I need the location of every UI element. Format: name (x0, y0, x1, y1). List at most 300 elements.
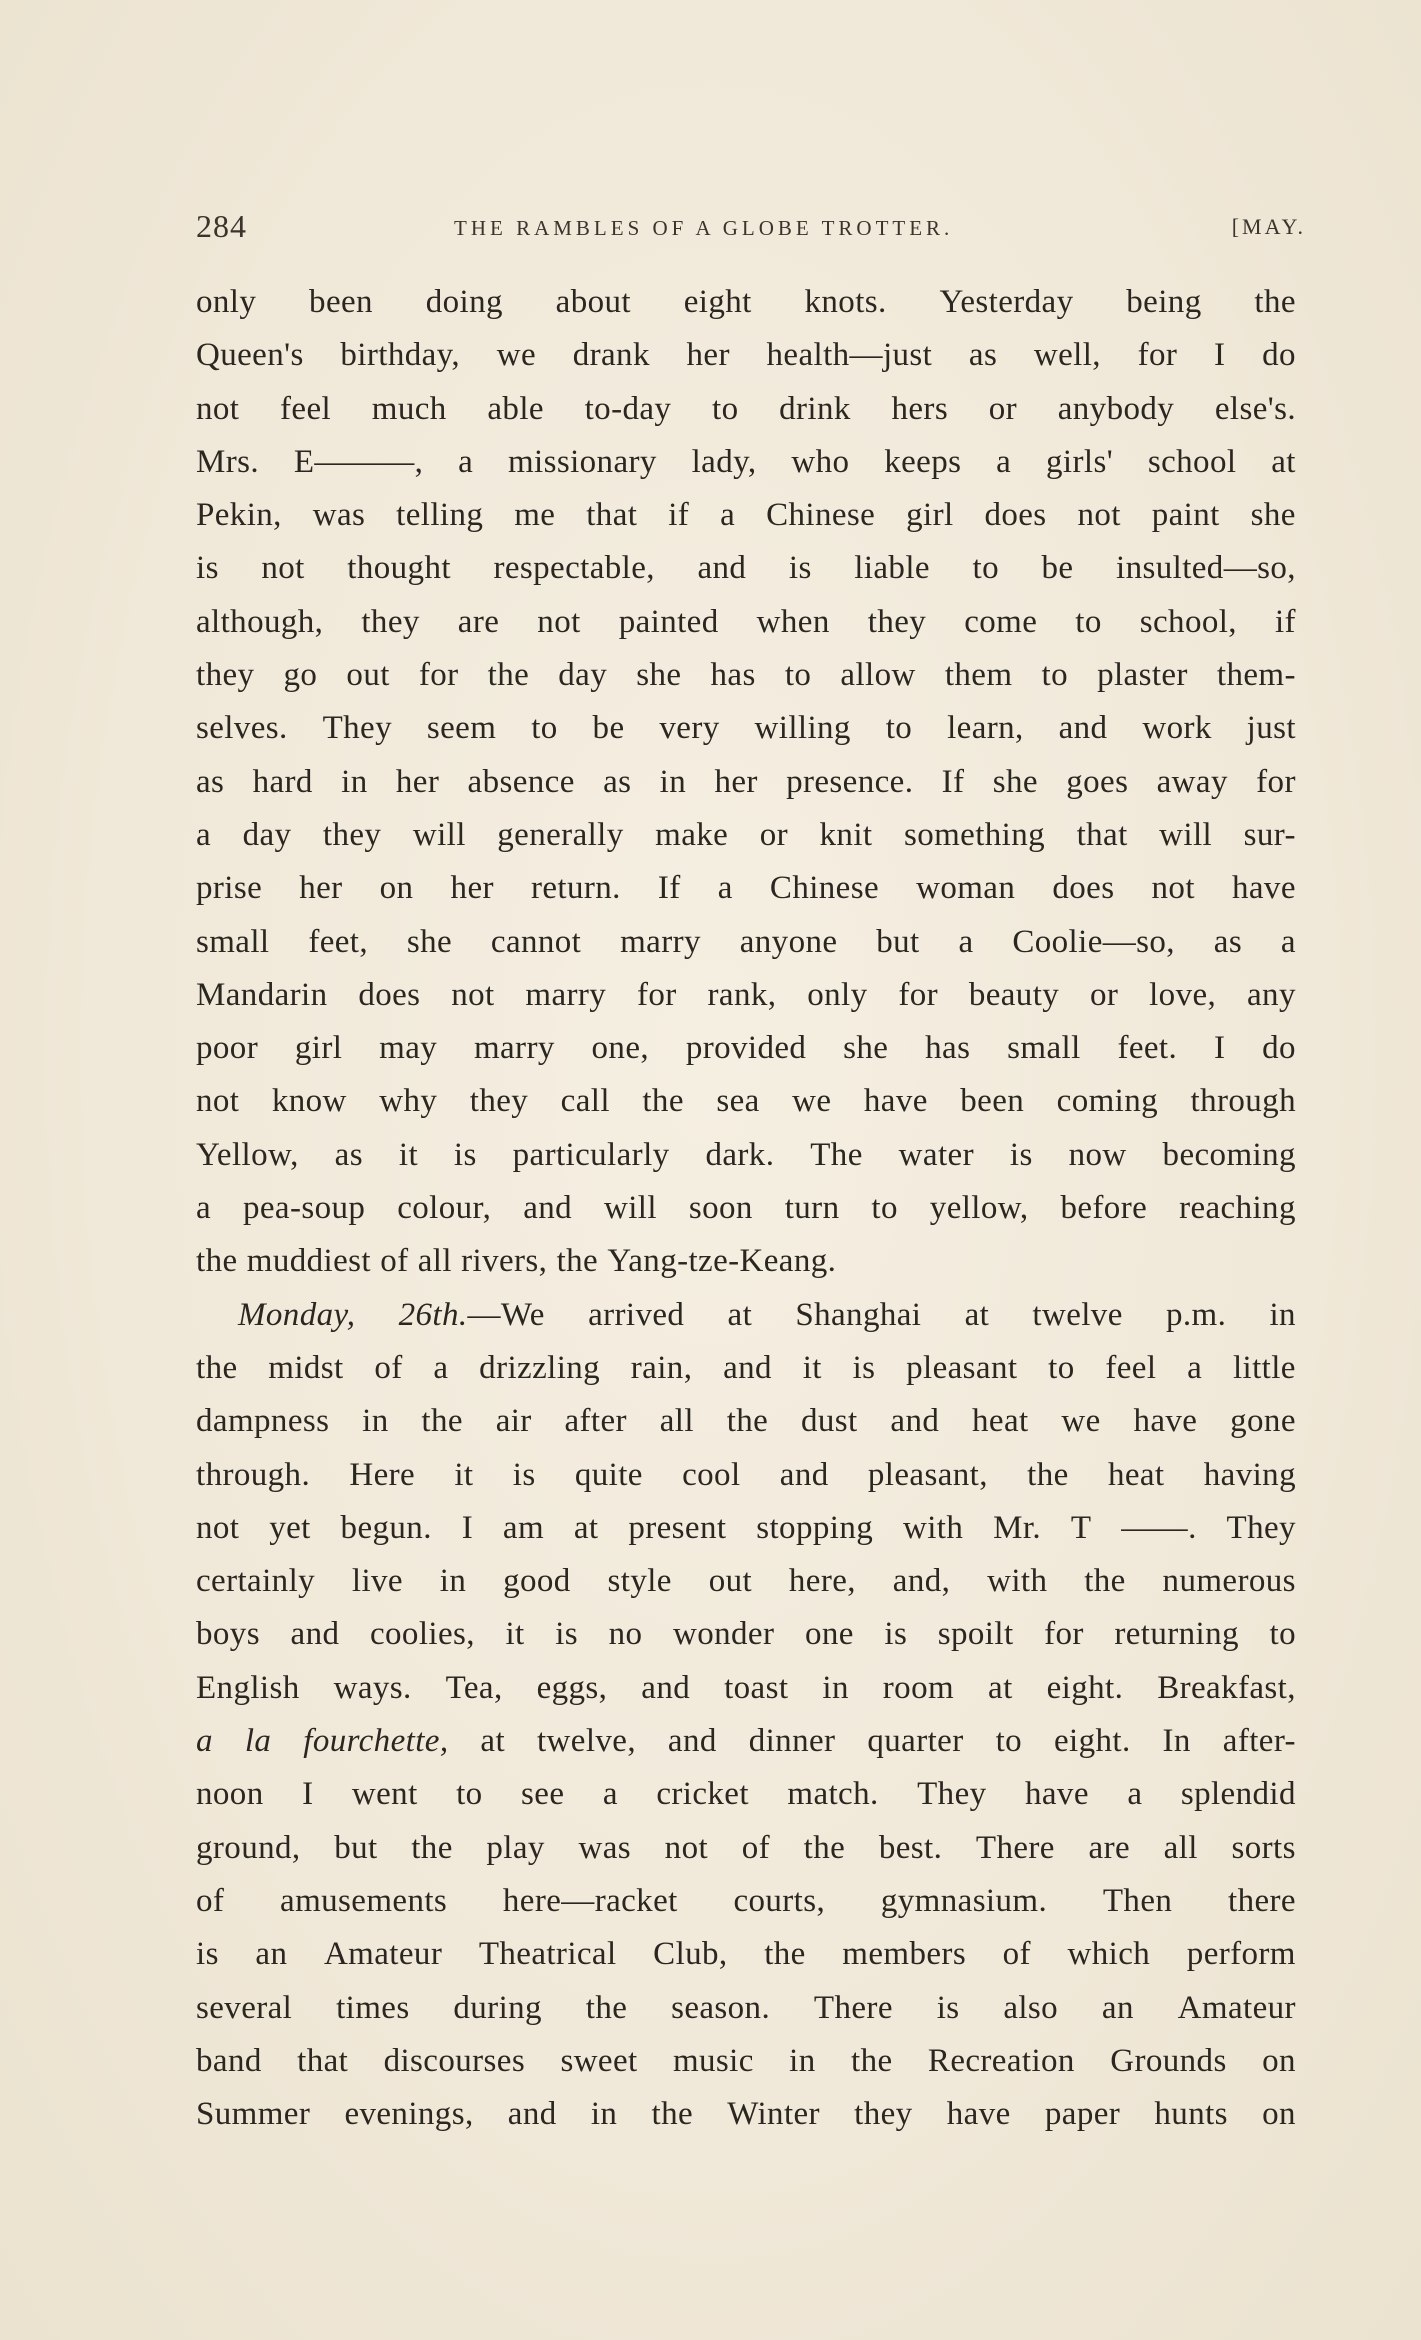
word: a (958, 923, 974, 960)
word: they (469, 1083, 529, 1120)
word: at (1271, 443, 1296, 480)
word: any (1247, 976, 1296, 1013)
word: They (917, 1776, 987, 1813)
word: we (1061, 1403, 1101, 1440)
text-line (196, 868, 1296, 921)
word: one (804, 1616, 854, 1653)
word: only (196, 284, 257, 320)
word: them (944, 657, 1013, 694)
word: her (686, 337, 730, 374)
text-line (196, 2094, 1296, 2147)
word: and (507, 2096, 557, 2133)
word: will (603, 1190, 657, 1227)
word: was (312, 497, 366, 534)
word: who (791, 443, 850, 480)
word: also (1003, 1989, 1059, 2026)
word: here, (788, 1563, 856, 1600)
text-line (196, 1988, 1296, 2041)
word: health—just (766, 337, 933, 374)
word: to (784, 657, 812, 694)
word: I (1214, 337, 1226, 374)
word: 26th.—We (398, 1296, 545, 1333)
word: air (495, 1403, 532, 1440)
word: a (717, 870, 733, 907)
word: in (341, 763, 368, 800)
word: not (537, 603, 581, 640)
word: a (196, 816, 212, 853)
word: she (406, 923, 453, 960)
word: There (813, 1989, 893, 2026)
word: p.m. (1165, 1296, 1227, 1333)
word: she (1250, 497, 1296, 534)
running-head (196, 208, 1306, 248)
word: paper (1044, 2096, 1121, 2133)
word: why (379, 1083, 438, 1120)
word: her (395, 763, 440, 800)
word: as (603, 763, 632, 800)
word: something (903, 816, 1046, 853)
word: was (578, 1829, 632, 1866)
word: do (1262, 337, 1296, 374)
word: make (655, 816, 729, 853)
word: music (672, 2042, 754, 2079)
word: after (564, 1403, 627, 1440)
text-line (196, 1455, 1296, 1508)
word: we (792, 1083, 832, 1120)
word: season. (671, 1989, 771, 2026)
word: la (244, 1723, 272, 1760)
word: a (433, 1349, 449, 1386)
text-line (196, 389, 1296, 442)
word: come (964, 603, 1038, 640)
word: for (1044, 1616, 1084, 1653)
word: about (555, 284, 631, 320)
word: twelve, (536, 1723, 636, 1760)
word: splendid (1180, 1776, 1296, 1813)
word: small (196, 923, 270, 960)
word: marry (525, 976, 607, 1013)
word: insulted—so, (1116, 550, 1296, 587)
word: and (290, 1616, 340, 1653)
word: it (398, 1136, 419, 1173)
word: after- (1222, 1723, 1296, 1760)
word: boys (196, 1616, 260, 1653)
word: Yellow, (196, 1136, 299, 1173)
word: be (592, 710, 625, 747)
word: the (1254, 284, 1296, 320)
word: the (1027, 1456, 1069, 1493)
word: a (1127, 1776, 1143, 1813)
word: times (336, 1989, 410, 2026)
word: at (480, 1723, 506, 1760)
word: band (196, 2042, 262, 2079)
body-text (196, 282, 1296, 2147)
word: see (521, 1776, 565, 1813)
word: Grounds (1110, 2042, 1227, 2079)
word: the (487, 657, 530, 694)
word: been (960, 1083, 1025, 1120)
word: of (196, 1882, 225, 1919)
word: in (789, 2042, 816, 2079)
word: coolies, (369, 1616, 475, 1653)
word: her (299, 870, 343, 907)
word: for (418, 657, 459, 694)
word: Amateur (323, 1936, 443, 1973)
text-line (196, 1881, 1296, 1934)
word: is (196, 1936, 219, 1973)
word: school (1147, 443, 1237, 480)
word: pea-soup (242, 1190, 366, 1227)
word: a (720, 497, 736, 534)
word: pleasant, (867, 1456, 988, 1493)
word: went (351, 1776, 418, 1813)
word: not (196, 1509, 240, 1546)
word: colour, (397, 1190, 492, 1227)
word: that (586, 497, 638, 534)
word: marry (620, 923, 701, 960)
text-line (196, 335, 1296, 388)
word: rain, (630, 1349, 693, 1386)
word: now (1068, 1136, 1127, 1173)
word: is (555, 1616, 579, 1653)
word: I (302, 1776, 314, 1813)
text-line (196, 2041, 1296, 2094)
word: am (502, 1509, 545, 1546)
word: there (1228, 1882, 1296, 1919)
text-line (196, 975, 1296, 1028)
word: respectable, (493, 550, 655, 587)
word: does (1052, 870, 1115, 907)
text-line (196, 762, 1296, 815)
word: dark. (705, 1136, 775, 1173)
word: to-day (584, 390, 672, 427)
word: Club, (653, 1936, 728, 1973)
word: of (374, 1349, 403, 1386)
word: girl (906, 497, 954, 534)
text-line (196, 1028, 1296, 1081)
word: lady, (691, 443, 757, 480)
word: woman (916, 870, 1016, 907)
word: not (1077, 497, 1121, 534)
word: particularly (512, 1136, 670, 1173)
word: sea (716, 1083, 760, 1120)
word: is (884, 1616, 908, 1653)
word: coming (1056, 1083, 1159, 1120)
word: through (1190, 1083, 1296, 1120)
word: to (972, 550, 999, 587)
word: go (283, 657, 318, 694)
word: may (379, 1030, 438, 1067)
word: as (334, 1136, 363, 1173)
word: just (1246, 710, 1296, 747)
word: heat (972, 1403, 1029, 1440)
word: through. (196, 1456, 311, 1493)
word: her (714, 763, 758, 800)
word: as (968, 337, 998, 374)
text-line (196, 1295, 1296, 1348)
word: them- (1216, 657, 1296, 694)
word: has (925, 1030, 971, 1067)
word: the (642, 1083, 684, 1120)
word: to (885, 710, 913, 747)
word: is (852, 1349, 876, 1386)
word: poor (196, 1030, 259, 1067)
text-line (196, 815, 1296, 868)
text-line (196, 1934, 1296, 1987)
word: a (196, 1190, 212, 1227)
word: begun. (340, 1509, 432, 1546)
word: are (457, 603, 500, 640)
text-line (196, 282, 1296, 335)
word: been (309, 284, 373, 320)
word: the (651, 2096, 694, 2133)
word: learn, (947, 710, 1024, 747)
word: girls' (1046, 443, 1114, 480)
word: is (1009, 1136, 1033, 1173)
word: to (531, 710, 558, 747)
text-line (196, 1081, 1296, 1134)
word: Then (1102, 1882, 1173, 1919)
word: absence (467, 763, 575, 800)
word: to (1269, 1616, 1296, 1653)
word: match. (787, 1776, 879, 1813)
word: if (1274, 603, 1296, 640)
word: Recreation (927, 2042, 1075, 2079)
word: is (512, 1456, 536, 1493)
word: is (788, 550, 812, 587)
word: keeps (884, 443, 962, 480)
word: not (451, 976, 495, 1013)
word: Mr. (993, 1509, 1042, 1546)
word: Shanghai (795, 1296, 922, 1333)
word: certainly (196, 1563, 316, 1600)
word: birthday, (340, 337, 461, 374)
word: girl (294, 1030, 343, 1067)
word: doing (425, 284, 503, 320)
text-line (196, 922, 1296, 975)
word: return. (530, 870, 621, 907)
word: the (851, 2042, 893, 2079)
word: to (712, 390, 739, 427)
text-line (196, 1614, 1296, 1667)
word: which (1067, 1936, 1151, 1973)
word: and (667, 1723, 717, 1760)
word: provided (685, 1030, 807, 1067)
word: good (503, 1563, 571, 1600)
word: a (1280, 923, 1296, 960)
word: on (1262, 2042, 1296, 2079)
word: the (803, 1829, 846, 1866)
word: yet (269, 1509, 311, 1546)
word: one, (591, 1030, 650, 1067)
word: There (975, 1829, 1055, 1866)
word: else's. (1214, 390, 1296, 427)
word: at (573, 1509, 599, 1546)
word: is (196, 550, 219, 587)
word: rivers, (461, 1243, 548, 1280)
word: anybody (1057, 390, 1175, 427)
word: goes (1066, 763, 1129, 800)
word: do (1262, 1030, 1296, 1067)
word: midst (268, 1349, 344, 1386)
text-line (196, 1188, 1296, 1241)
word: for (898, 976, 938, 1013)
word: to (871, 1190, 898, 1227)
word: spoilt (937, 1616, 1014, 1653)
word: I (461, 1509, 474, 1546)
word: eggs, (536, 1669, 608, 1706)
word: Amateur (1177, 1989, 1296, 2026)
word: live (351, 1563, 403, 1600)
word: her (450, 870, 494, 907)
word: no (608, 1616, 643, 1653)
word: not (196, 390, 240, 427)
word: as (1213, 923, 1243, 960)
word: Pekin, (196, 497, 282, 534)
text-line (196, 655, 1296, 708)
word: Yang-tze-Keang. (607, 1243, 837, 1280)
word: numerous (1162, 1563, 1296, 1600)
word: it (454, 1456, 474, 1493)
word: and (697, 550, 747, 587)
word: marry (473, 1030, 555, 1067)
word: know (271, 1083, 347, 1120)
word: amusements (280, 1882, 448, 1919)
text-line (196, 1828, 1296, 1881)
word: Queen's (196, 337, 304, 374)
word: before (1060, 1190, 1148, 1227)
word: she (992, 763, 1038, 800)
word: to (456, 1776, 483, 1813)
word: best. (878, 1829, 943, 1866)
word: out (346, 657, 390, 694)
word: reaching (1179, 1190, 1296, 1227)
word: for (1256, 763, 1296, 800)
word: be (1041, 550, 1074, 587)
word: returning (1114, 1616, 1239, 1653)
text-line (196, 602, 1296, 655)
word: the (421, 1403, 463, 1440)
word: Theatrical (478, 1936, 617, 1973)
word: of (1002, 1936, 1031, 1973)
word: ways. (333, 1669, 412, 1706)
word: to (1048, 1349, 1075, 1386)
word: heat (1107, 1456, 1165, 1493)
word: presence. (786, 763, 914, 800)
word: the (556, 1243, 599, 1280)
word: or (1090, 976, 1119, 1013)
word: paint (1151, 497, 1220, 534)
word: hard (252, 763, 313, 800)
word: fourchette, (303, 1723, 449, 1760)
word: but (876, 923, 920, 960)
word: and (1058, 710, 1108, 747)
word: the (726, 1403, 769, 1440)
word: in (822, 1669, 849, 1706)
word: wonder (672, 1616, 775, 1653)
word: dinner (748, 1723, 836, 1760)
running-month: [MAY. (1231, 214, 1306, 239)
word: cannot (490, 923, 582, 960)
word: at (727, 1296, 753, 1333)
word: to (1075, 603, 1102, 640)
word: soon (688, 1190, 753, 1227)
word: a (1187, 1349, 1203, 1386)
word: during (453, 1989, 542, 2026)
word: all (659, 1403, 694, 1440)
text-line (196, 495, 1296, 548)
word: eight (683, 284, 752, 320)
word: are (1088, 1829, 1130, 1866)
word: a (602, 1776, 618, 1813)
word: have (946, 2096, 1011, 2133)
word: love, (1149, 976, 1217, 1013)
word: hunts (1154, 2096, 1228, 2133)
word: here—racket (502, 1882, 678, 1919)
word: thought (347, 550, 451, 587)
word: only (807, 976, 868, 1013)
word: gone (1230, 1403, 1296, 1440)
word: little (1232, 1349, 1296, 1386)
word: will (1159, 816, 1213, 853)
word: liable (854, 550, 930, 587)
word: I (1213, 1030, 1226, 1067)
word: on (1262, 2096, 1296, 2133)
word: dampness (196, 1403, 330, 1440)
word: In (1162, 1723, 1191, 1760)
word: for (637, 976, 677, 1013)
word: arrived (588, 1296, 685, 1333)
word: missionary (507, 443, 657, 480)
word: in (439, 1563, 467, 1600)
word: sweet (560, 2042, 638, 2079)
text-line (196, 1241, 1296, 1294)
word: If (941, 763, 965, 800)
word: me (514, 497, 556, 534)
word: all (1163, 1829, 1198, 1866)
text-line (196, 548, 1296, 601)
word: is (936, 1989, 960, 2026)
word: in (659, 763, 687, 800)
word: of (380, 1243, 409, 1280)
word: eight. (1053, 1723, 1131, 1760)
word: hers (891, 390, 949, 427)
word: although, (196, 603, 324, 640)
word: in (362, 1403, 389, 1440)
word: call (560, 1083, 610, 1120)
word: has (710, 657, 756, 694)
word: ——. (1121, 1509, 1197, 1546)
word: discourses (383, 2042, 526, 2079)
word: is (453, 1136, 477, 1173)
word: well, (1033, 337, 1101, 374)
word: away (1156, 763, 1228, 800)
word: school, (1139, 603, 1237, 640)
word: as (196, 763, 225, 800)
word: does (358, 976, 421, 1013)
word: beauty (968, 976, 1060, 1013)
word: not (261, 550, 305, 587)
word: they (854, 2096, 913, 2133)
word: day (242, 816, 292, 853)
word: knit (819, 816, 873, 853)
word: a (196, 1723, 213, 1760)
word: English (196, 1669, 300, 1706)
word: they (361, 603, 420, 640)
word: when (756, 603, 830, 640)
word: and (890, 1403, 940, 1440)
word: does (984, 497, 1047, 534)
